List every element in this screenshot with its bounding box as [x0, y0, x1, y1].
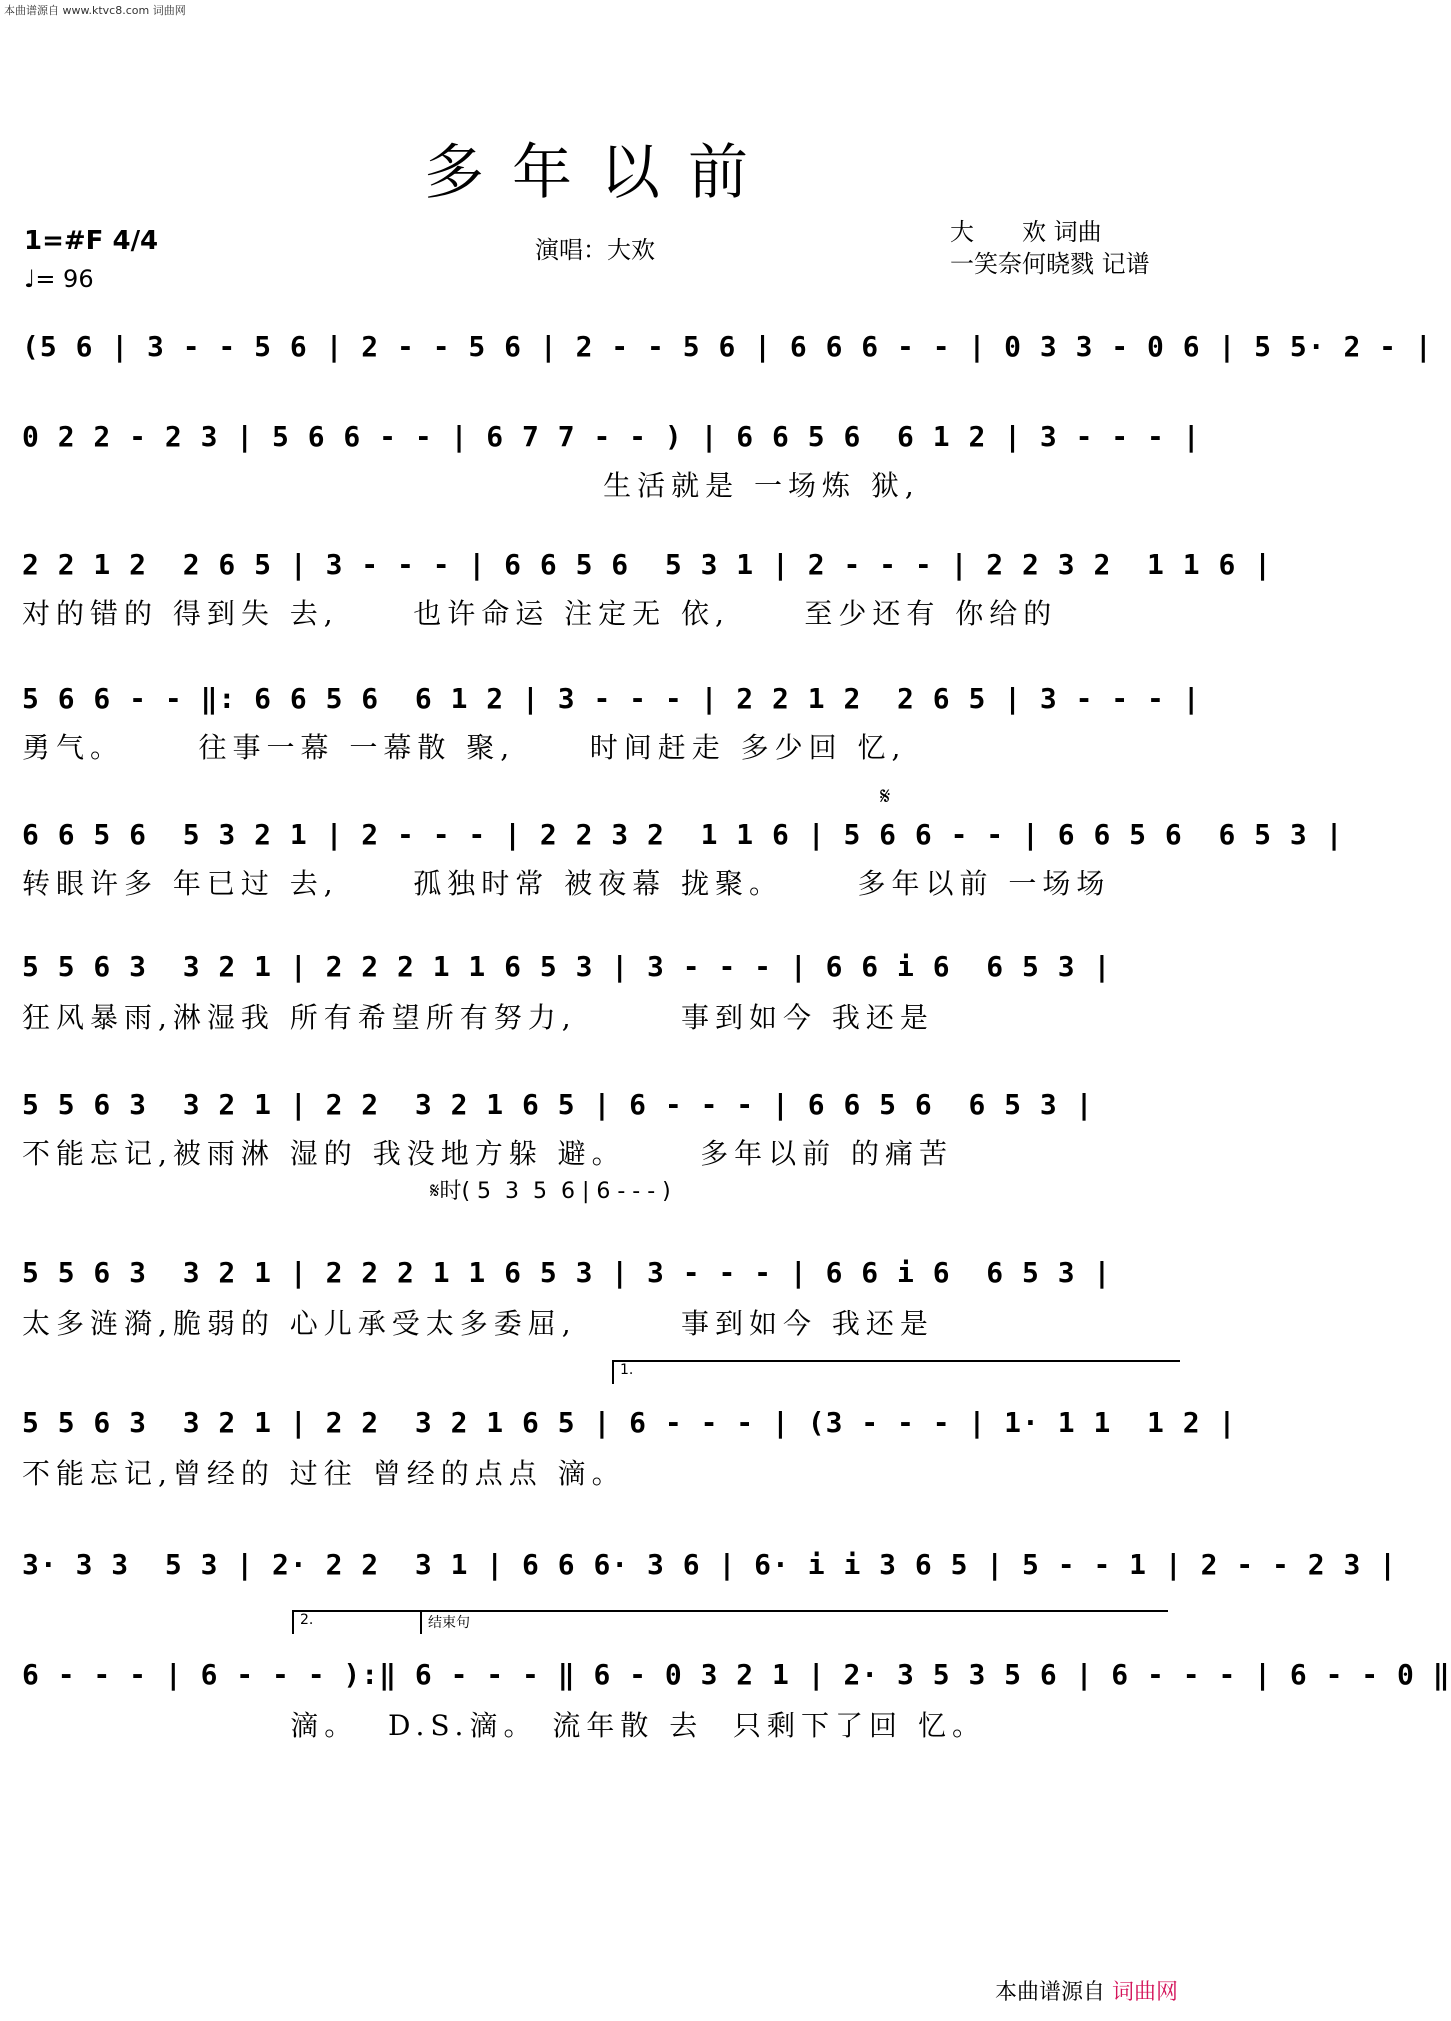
lyrics-line: 滴。 D.S.滴。 流年散 去 只剩下了回 忆。: [22, 1709, 986, 1742]
lyricist-composer-credit: 大 欢 词曲: [950, 218, 1102, 246]
key-signature: 1=#F 4/4: [24, 226, 159, 256]
transcriber-credit: 一笑奈何晓戮 记谱: [950, 250, 1150, 278]
notation-line: 3· 3 3 5 3 | 2· 2 2 3 1 | 6 6 6· 3 6 | 6· i i 3 6 5 | 5 - - 1 | 2 - - 2 3 |: [22, 1548, 1398, 1581]
footer-source-text: 本曲谱源自: [994, 1980, 1105, 2005]
notation-line: 5 5 6 3 3 2 1 | 2 2 2 1 1 6 5 3 | 3 - - - | 6 6 i 6 6 5 3 |: [22, 950, 1112, 983]
lyrics-line: 太多涟漪,脆弱的 心儿承受太多委屈, 事到如今 我还是: [22, 1307, 934, 1340]
volta-2: 2.: [292, 1610, 420, 1634]
lyrics-line: 生活就是 一场炼 狱,: [22, 469, 920, 502]
lyrics-line: 转眼许多 年已过 去, 孤独时常 被夜幕 拢聚。 多年以前 一场场: [22, 867, 1111, 900]
footer-brand: 词曲网: [1111, 1980, 1178, 2005]
notation-line: 5 5 6 3 3 2 1 | 2 2 2 1 1 6 5 3 | 3 - - - | 6 6 i 6 6 5 3 |: [22, 1256, 1112, 1289]
notation-line: 6 6 5 6 5 3 2 1 | 2 - - - | 2 2 3 2 1 1 6 | 5 6 6 - - | 6 6 5 6 6 5 3 |: [22, 818, 1344, 851]
source-watermark: 本曲谱源自 www.ktvc8.com 词曲网: [4, 4, 186, 17]
segno-time-note: 𝄋时( 5 3 5 6 | 6 - - - ): [430, 1179, 671, 1204]
notation-line: 5 5 6 3 3 2 1 | 2 2 3 2 1 6 5 | 6 - - - | 6 6 5 6 6 5 3 |: [22, 1088, 1094, 1121]
notation-line: 6 - - - | 6 - - - ):‖ 6 - - - ‖ 6 - 0 3 2 1 | 2· 3 5 3 5 6 | 6 - - - | 6 - - 0 ‖: [22, 1658, 1451, 1691]
lyrics-line: 不能忘记,被雨淋 湿的 我没地方躲 避。 多年以前 的痛苦: [22, 1137, 954, 1170]
segno-sign: 𝄋: [880, 782, 891, 810]
volta-1: 1.: [612, 1360, 1180, 1384]
notation-line: 2 2 1 2 2 6 5 | 3 - - - | 6 6 5 6 5 3 1 | 2 - - - | 2 2 3 2 1 1 6 |: [22, 548, 1273, 581]
singer-credit: 演唱：大欢: [535, 236, 655, 264]
notation-line: 5 6 6 - - ‖: 6 6 5 6 6 1 2 | 3 - - - | 2 2 1 2 2 6 5 | 3 - - - |: [22, 682, 1201, 715]
lyrics-line: 不能忘记,曾经的 过往 曾经的点点 滴。: [22, 1457, 626, 1490]
tempo-marking: ♩= 96: [24, 265, 94, 293]
notation-line: (5 6 | 3 - - 5 6 | 2 - - 5 6 | 2 - - 5 6 | 6 6 6 - - | 0 3 3 - 0 6 | 5 5· 2 - |: [22, 330, 1433, 363]
ending-section-label: 结束句: [420, 1610, 1168, 1634]
notation-line: 5 5 6 3 3 2 1 | 2 2 3 2 1 6 5 | 6 - - - | (3 - - - | 1· 1 1 1 2 |: [22, 1406, 1237, 1439]
lyrics-line: 对的错的 得到失 去, 也许命运 注定无 依, 至少还有 你给的: [22, 597, 1058, 630]
notation-line: 0 2 2 - 2 3 | 5 6 6 - - | 6 7 7 - - ) | 6 6 5 6 6 1 2 | 3 - - - |: [22, 420, 1201, 453]
song-title: 多年以前: [424, 138, 776, 208]
lyrics-line: 狂风暴雨,淋湿我 所有希望所有努力, 事到如今 我还是: [22, 1001, 934, 1034]
lyrics-line: 勇气。 往事一幕 一幕散 聚, 时间赶走 多少回 忆,: [22, 731, 907, 764]
footer-source: [995, 1975, 1178, 2006]
